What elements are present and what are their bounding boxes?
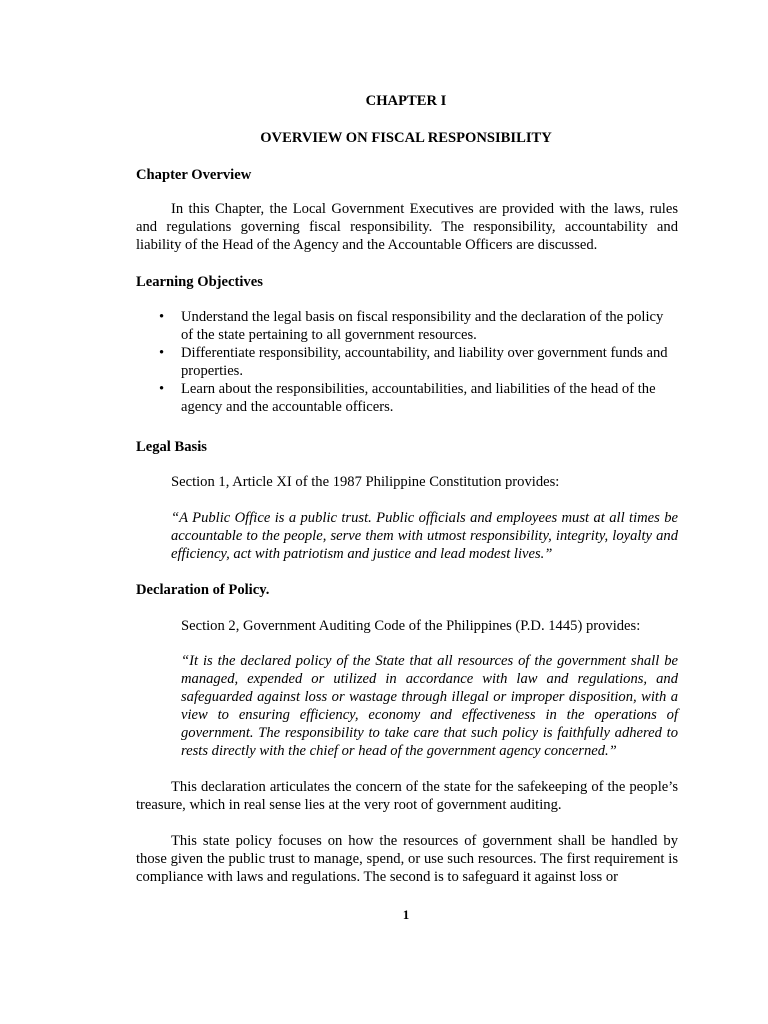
bullet-icon: •	[159, 345, 165, 361]
policy-paragraph-2: This state policy focuses on how the resources of government shall be handled by those given the public trust to manage, spend, or use such resources. The first requirement is compliance with laws and regulations. The second is to safeguard it against loss or	[136, 833, 678, 885]
page-number: 1	[402, 907, 410, 922]
policy-intro: Section 2, Government Auditing Code of the Philippines (P.D. 1445) provides:	[181, 618, 641, 634]
policy-heading: Declaration of Policy.	[136, 582, 270, 598]
constitution-quote: “A Public Office is a public trust. Public officials and employees must at all times be accountable to the people, serve them with utmost responsibility, integrity, loyalty and efficiency, act with patriotism and justice and lead modest lives.”	[171, 510, 678, 562]
list-item	[136, 308, 678, 344]
objective-text: Learn about the responsibilities, accountabilities, and liabilities of the head of the agency and the accountable officers.	[181, 381, 656, 415]
overview-heading: Chapter Overview	[136, 167, 252, 183]
objective-text: Understand the legal basis on fiscal responsibility and the declaration of the policy of the state pertaining to all government resources.	[181, 309, 664, 343]
chapter-title: OVERVIEW ON FISCAL RESPONSIBILITY	[260, 130, 552, 146]
legal-basis-intro: Section 1, Article XI of the 1987 Philippine Constitution provides:	[171, 474, 560, 490]
bullet-icon: •	[159, 381, 165, 397]
legal-basis-heading: Legal Basis	[136, 439, 207, 455]
auditing-code-quote: “It is the declared policy of the State that all resources of the government shall be managed, expended or utilized in accordance with law and regulations, and safeguarded against loss or wastage through illegal or improper disposition, with a view to ensuring efficiency, economy and effectiveness in the operations of government. The responsibility to take care that such policy is faithfully adhered to rests directly with the chief or head of the government agency concerned.”	[181, 653, 678, 759]
list-item	[136, 344, 678, 380]
chapter-label: CHAPTER I	[365, 93, 447, 109]
bullet-icon: •	[159, 309, 165, 325]
objectives-list	[136, 308, 678, 416]
objectives-heading: Learning Objectives	[136, 274, 263, 290]
objective-text: Differentiate responsibility, accountability, and liability over government funds and properties.	[181, 345, 668, 379]
list-item	[136, 380, 678, 416]
overview-paragraph: In this Chapter, the Local Government Executives are provided with the laws, rules and regulations governing fiscal responsibility. The responsibility, accountability and liability of the Head of the Agency and the Accountable Officers are discussed.	[136, 201, 678, 253]
policy-paragraph-1: This declaration articulates the concern of the state for the safekeeping of the people’s treasure, which in real sense lies at the very root of government auditing.	[136, 779, 678, 813]
